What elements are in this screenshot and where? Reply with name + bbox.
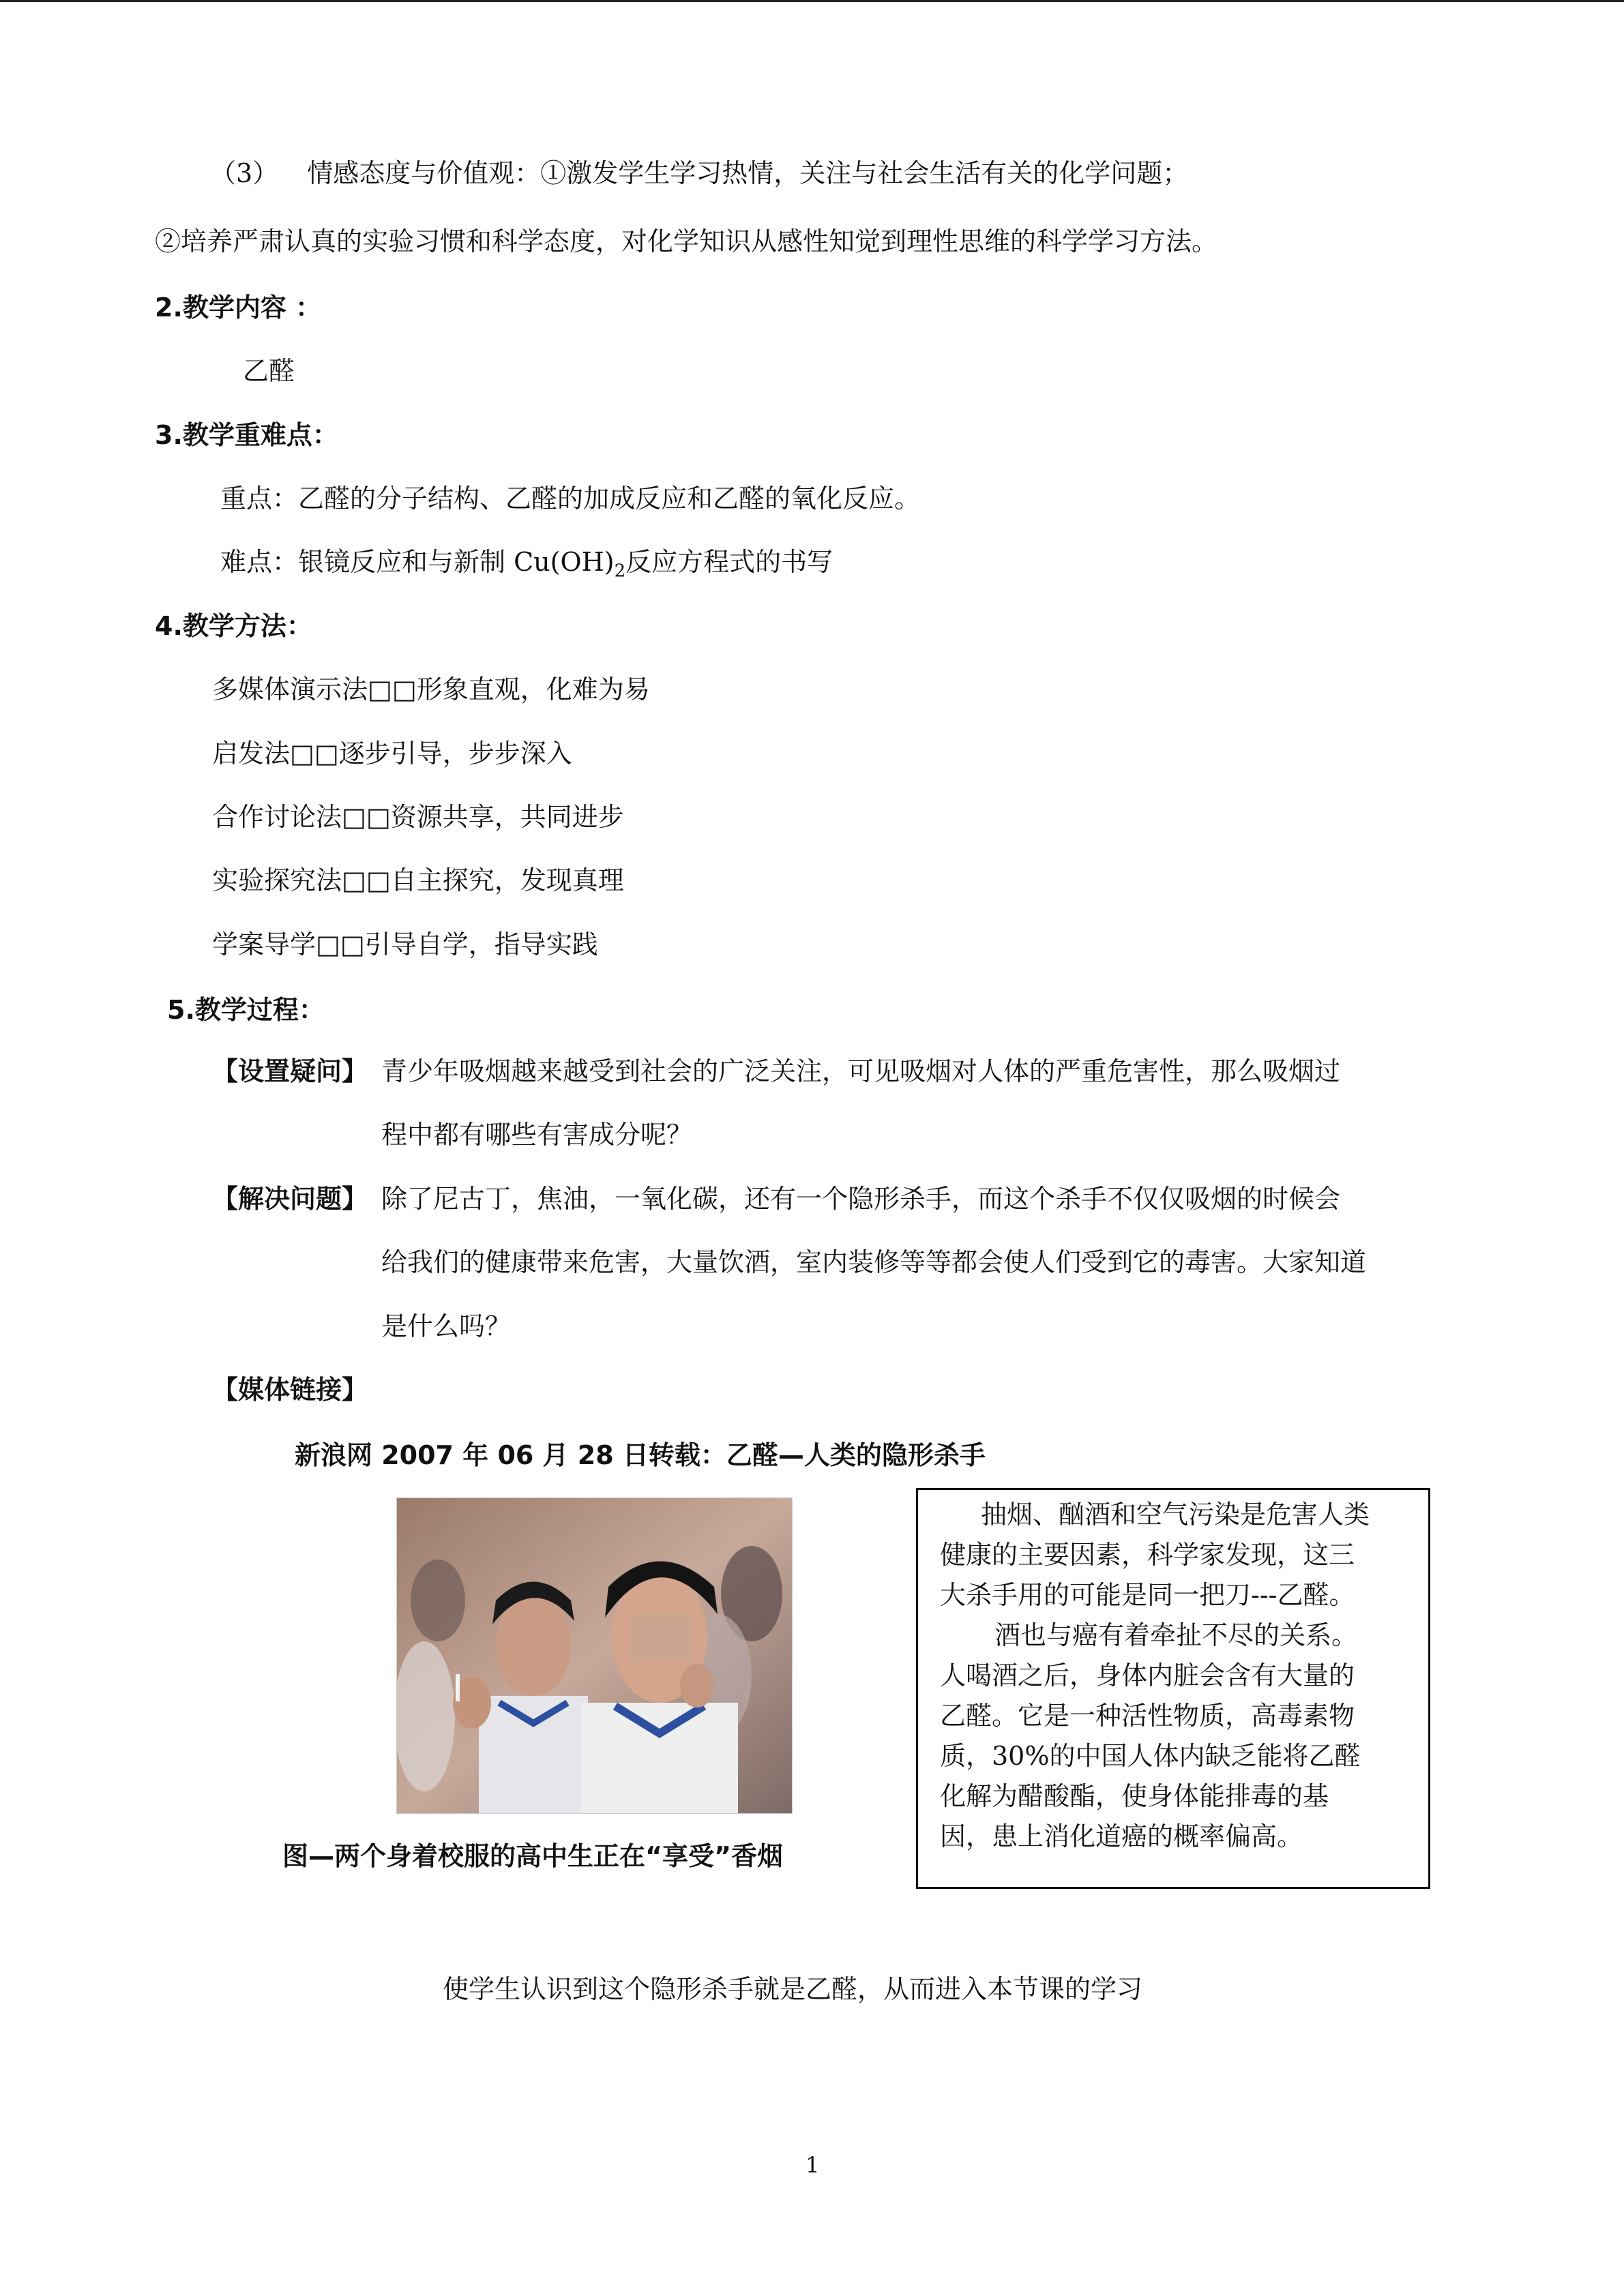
objective-3-text: 情感态度与价值观：①激发学生学习热情，关注与社会生活有关的化学问题； xyxy=(307,158,1189,188)
key-point: 重点：乙醛的分子结构、乙醛的加成反应和乙醛的氧化反应。 xyxy=(220,483,921,513)
answer-label: 【解决问题】 xyxy=(212,1184,368,1214)
objective-3 xyxy=(210,157,1188,190)
method-item: 启发法□□逐步引导，步步深入 xyxy=(212,739,572,769)
objective-3-continued: ②培养严肃认真的实验习惯和科学态度，对化学知识从感性知觉到理性思维的科学学习方法。 xyxy=(155,226,1218,256)
section-3-heading: 3.教学重难点： xyxy=(155,420,338,450)
difficult-point-text: 难点：银镜反应和与新制 Cu(OH) xyxy=(220,547,615,577)
method-item: 多媒体演示法□□形象直观，化难为易 xyxy=(212,674,650,704)
answer-line: 是什么吗？ xyxy=(381,1311,512,1341)
answer-line: 给我们的健康带来危害，大量饮酒，室内装修等等都会使人们受到它的毒害。大家知道 xyxy=(381,1247,1367,1277)
excerpt-line: 化解为醋酸酯，使身体能排毒的基 xyxy=(940,1781,1329,1811)
excerpt-line: 大杀手用的可能是同一把刀---乙醛。 xyxy=(940,1580,1355,1610)
objective-3-number: （3） xyxy=(210,158,279,188)
photo-caption: 图—两个身着校服的高中生正在“享受”香烟 xyxy=(282,1841,783,1871)
excerpt-line: 人喝酒之后，身体内脏会含有大量的 xyxy=(940,1660,1355,1690)
answer-line: 除了尼古丁，焦油，一氧化碳，还有一个隐形杀手，而这个杀手不仅仅吸烟的时候会 xyxy=(381,1184,1341,1214)
page-number: 1 xyxy=(806,2152,820,2178)
excerpt-line: 酒也与癌有着牵扯不尽的关系。 xyxy=(994,1620,1358,1650)
question-label: 【设置疑问】 xyxy=(212,1056,368,1086)
excerpt-line: 健康的主要因素，科学家发现，这三 xyxy=(940,1540,1355,1570)
section-5-heading: 5.教学过程： xyxy=(167,995,325,1025)
difficult-point xyxy=(220,546,833,588)
news-excerpt-box xyxy=(916,1488,1430,1889)
question-line: 程中都有哪些有害成分呢？ xyxy=(381,1120,693,1150)
section-2-content: 乙醛 xyxy=(243,356,295,386)
news-title: 新浪网 2007 年 06 月 28 日转载：乙醛—人类的隐形杀手 xyxy=(295,1440,986,1470)
section-4-heading: 4.教学方法： xyxy=(155,611,312,641)
excerpt-line: 因，患上消化道癌的概率偏高。 xyxy=(940,1821,1303,1851)
excerpt-line: 抽烟、酗酒和空气污染是危害人类 xyxy=(981,1500,1370,1530)
difficult-point-subscript: 2 xyxy=(614,561,626,582)
difficult-point-text-end: 反应方程式的书写 xyxy=(625,547,833,577)
media-label: 【媒体链接】 xyxy=(212,1375,368,1405)
question-line: 青少年吸烟越来越受到社会的广泛关注，可见吸烟对人体的严重危害性，那么吸烟过 xyxy=(381,1056,1341,1086)
page-top-border xyxy=(0,0,1624,2)
method-item: 实验探究法□□自主探究，发现真理 xyxy=(212,865,624,895)
excerpt-line: 质，30%的中国人体内缺乏能将乙醛 xyxy=(940,1741,1361,1771)
excerpt-line: 乙醛。它是一种活性物质，高毒素物 xyxy=(940,1701,1355,1731)
method-item: 学案导学□□引导自学，指导实践 xyxy=(212,929,598,959)
conclusion-text: 使学生认识到这个隐形杀手就是乙醛，从而进入本节课的学习 xyxy=(443,1974,1143,2004)
students-smoking-photo xyxy=(396,1497,793,1814)
section-2-heading: 2.教学内容 ： xyxy=(155,293,322,323)
method-item: 合作讨论法□□资源共享，共同进步 xyxy=(212,802,624,832)
